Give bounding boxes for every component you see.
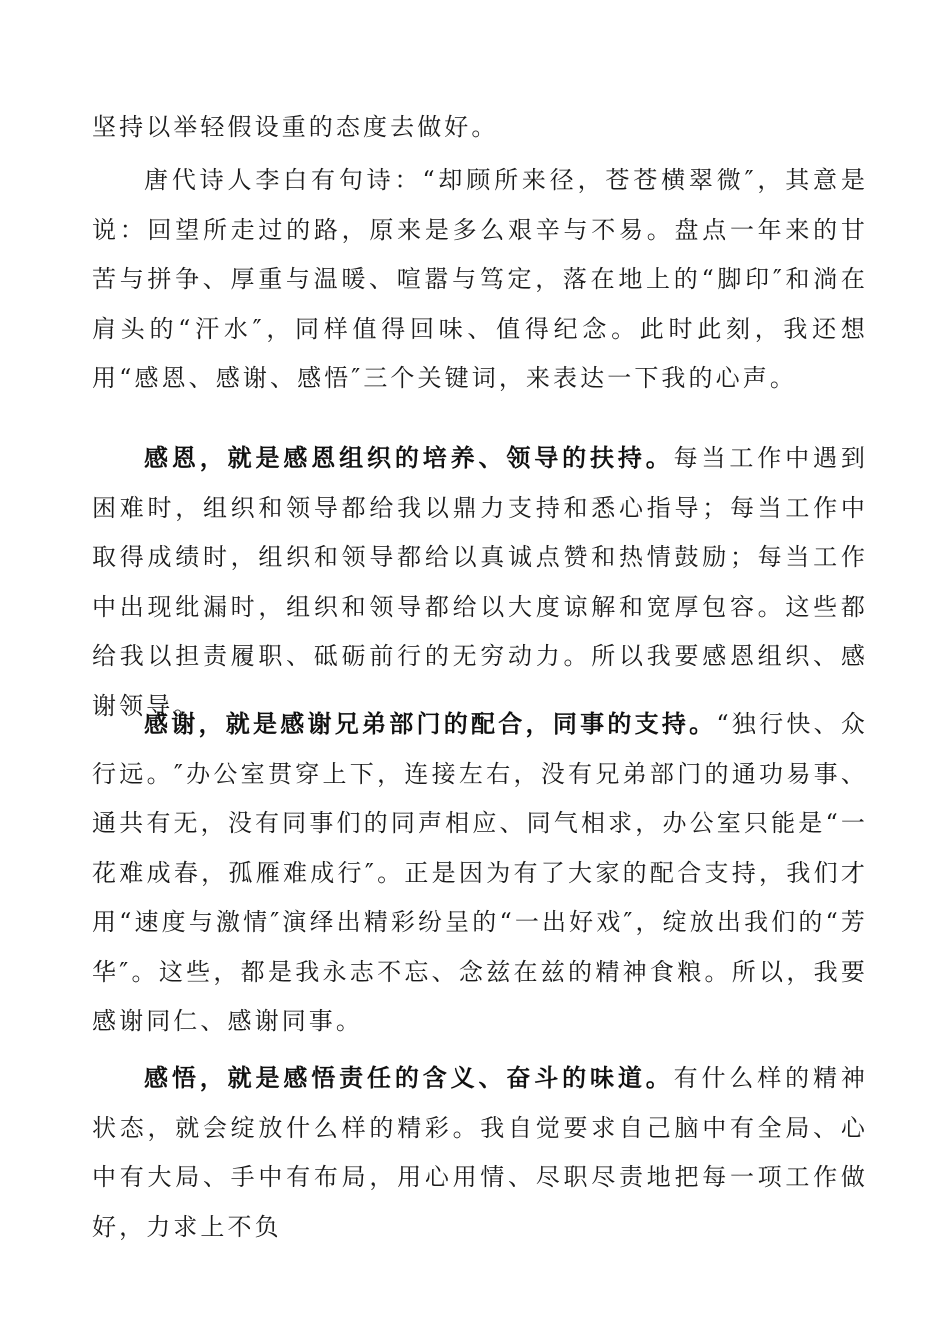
paragraph-text: “独行快、众行远。″办公室贯穿上下，连接左右，没有兄弟部门的通功易事、通共有无，没有同事们的同声相应、同气相求，办公室只能是“一花难成春，孤雁难成行″。正是因为有了大家的配合支持，我们才用“速度与激情″演绎出精彩纷呈的“一出好戏″，绽放出我们的“芳华″。这些，都是我永志不忘、念兹在兹的精神食粮。所以，我要感谢同仁、感谢同事。	[92, 710, 868, 1035]
paragraph-gratitude-organization	[92, 434, 868, 731]
paragraph-text: 有什么样的精神状态，就会绽放什么样的精彩。我自觉要求自己脑中有全局、心中有大局、手中有布局，用心用情、尽职尽责地把每一项工作做好，力求上不负	[92, 1064, 868, 1241]
paragraph-insight-responsibility	[92, 1054, 868, 1252]
paragraph-li-bai-quote	[92, 156, 868, 404]
paragraph-text: 唐代诗人李白有句诗：“却顾所来径，苍苍横翠微″，其意是说：回望所走过的路，原来是多么艰辛与不易。盘点一年来的甘苦与拼争、厚重与温暖、喧嚣与笃定，落在地上的“脚印″和淌在肩头的“汗水″，同样值得回味、值得纪念。此时此刻，我还想用“感恩、感谢、感悟″三个关键词，来表达一下我的心声。	[92, 166, 868, 392]
paragraph-lead-heading: 感恩，就是感恩组织的培养、领导的扶持。	[144, 444, 674, 472]
paragraph-text: 坚持以举轻假设重的态度去做好。	[92, 113, 499, 141]
paragraph-text: 每当工作中遇到困难时，组织和领导都给我以鼎力支持和悉心指导；每当工作中取得成绩时，组织和领导都给以真诚点赞和热情鼓励；每当工作中出现纰漏时，组织和领导都给以大度谅解和宽厚包容。这些都给我以担责履职、砥砺前行的无穷动力。所以我要感恩组织、感谢领导。	[92, 444, 868, 720]
paragraph-thanks-colleagues	[92, 700, 868, 1047]
paragraph-lead-heading: 感悟，就是感悟责任的含义、奋斗的味道。	[144, 1064, 674, 1092]
paragraph-lead-heading: 感谢，就是感谢兄弟部门的配合，同事的支持。	[144, 710, 717, 738]
paragraph-continuation	[92, 103, 868, 153]
